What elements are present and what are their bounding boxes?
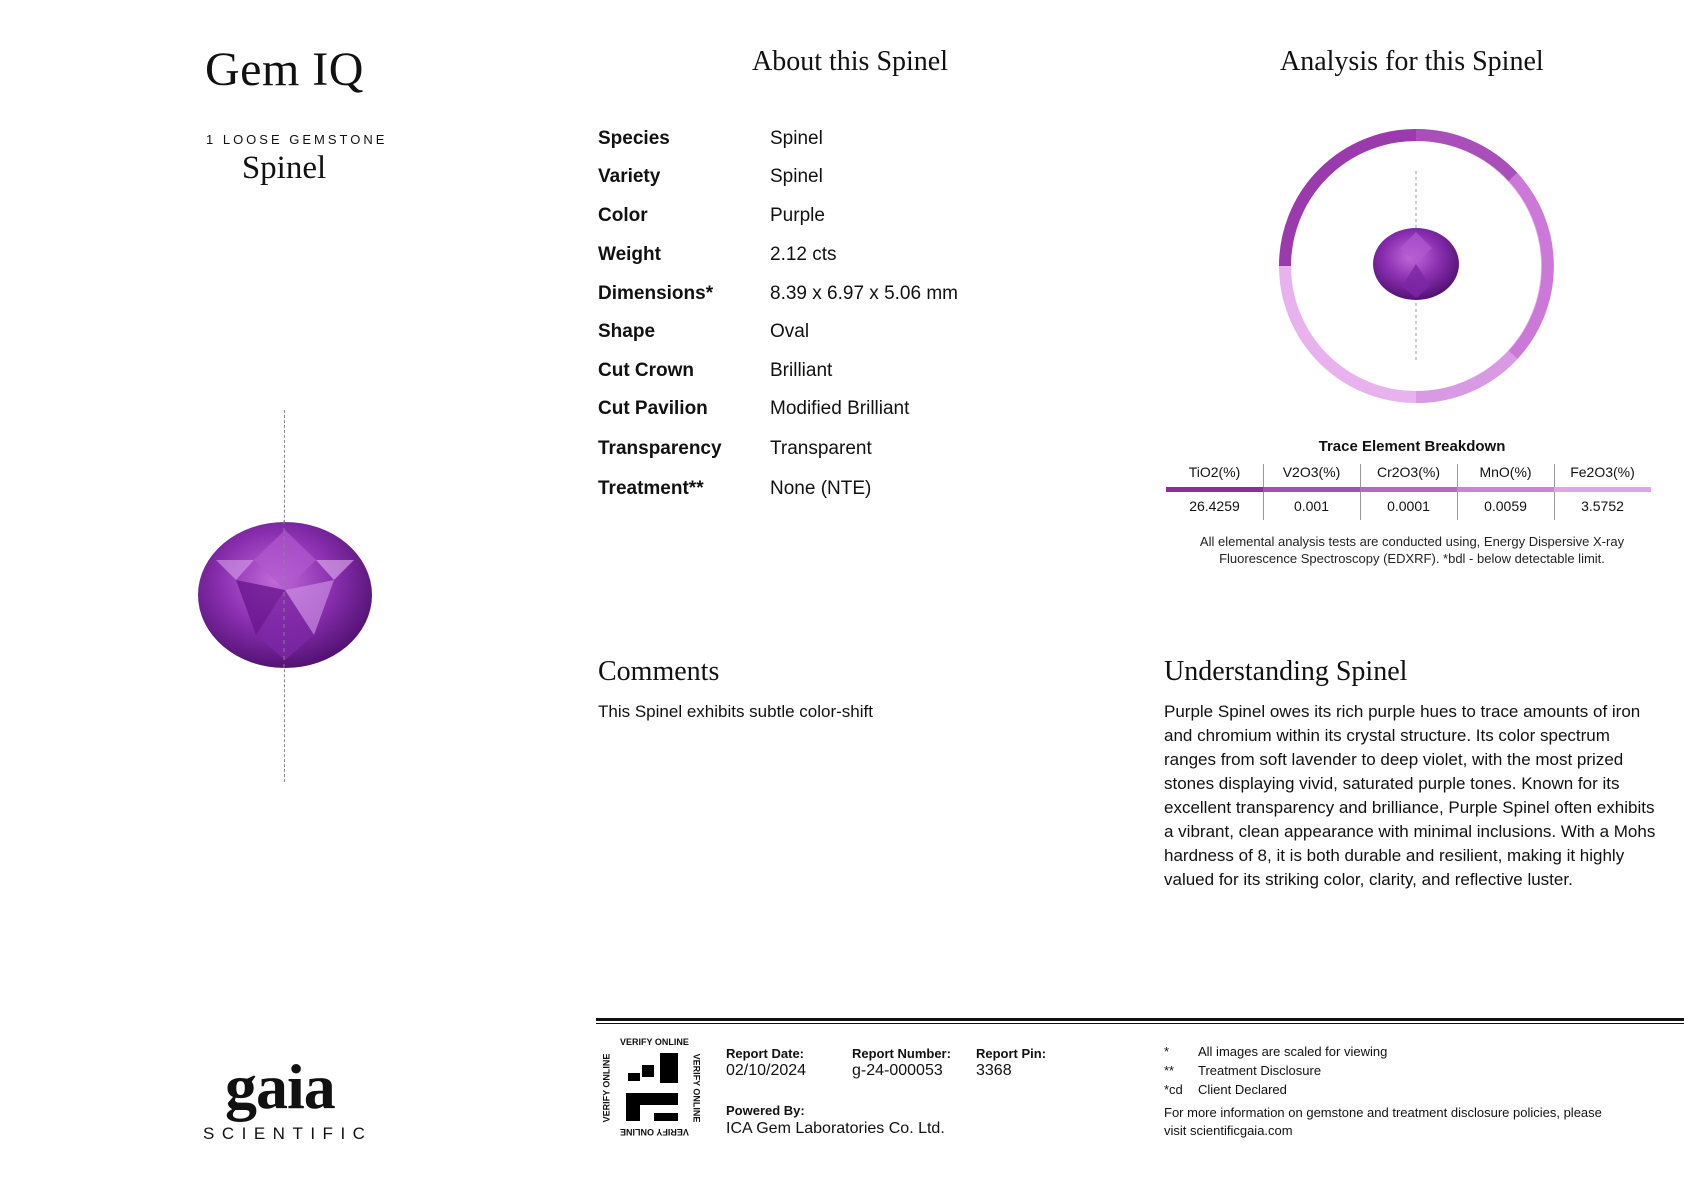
trace-value: 3.5752 <box>1581 498 1624 514</box>
trace-value: 26.4259 <box>1189 498 1240 514</box>
trace-col-cr2o3 <box>1360 460 1457 520</box>
gaia-logo-sub: SCIENTIFIC <box>203 1124 373 1143</box>
prop-label: Shape <box>598 321 656 342</box>
trace-col-tio2 <box>1166 460 1263 520</box>
prop-value: Purple <box>770 205 825 226</box>
about-title: About this Spinel <box>752 46 949 77</box>
footer-divider <box>596 1018 1684 1021</box>
analysis-title: Analysis for this Spinel <box>1280 46 1544 77</box>
brand-title: Gem IQ <box>205 43 364 96</box>
comments-title: Comments <box>598 656 720 687</box>
prop-label: Color <box>598 205 648 226</box>
prop-label: Dimensions* <box>598 283 714 304</box>
report-pin-value: 3368 <box>976 1062 1012 1079</box>
trace-header: V2O3(%) <box>1282 464 1341 480</box>
prop-value: Oval <box>770 321 810 342</box>
understanding-title: Understanding Spinel <box>1164 656 1408 687</box>
prop-label: Variety <box>598 166 661 187</box>
prop-label: Cut Crown <box>598 360 695 381</box>
gem-image <box>196 520 374 670</box>
report-pin-label: Report Pin: <box>976 1046 1047 1061</box>
trace-value: 0.0001 <box>1387 498 1430 514</box>
understanding-text: Purple Spinel owes its rich purple hues to trace amounts of iron and chromium within its crystal structure. Its color spectrum ranges from soft lavender to deep violet, with the most prized stones displaying vivid, saturated purple tones. Known for its excellent transparency and brilliance, Purple Spinel often exhibits a vibrant, clean appearance with minimal inclusions. With a Mohs hardness of 8, it is both durable and resilient, making it highly valued for its striking color, clarity, and reflective luster. <box>1164 702 1656 889</box>
prop-row-dimensions <box>598 283 1018 313</box>
trace-header: TiO2(%) <box>1188 464 1241 480</box>
trace-bar <box>1360 487 1457 492</box>
powered-by-value: ICA Gem Laboratories Co. Ltd. <box>726 1120 945 1137</box>
legend-item <box>1164 1061 1387 1080</box>
report-date-value: 02/10/2024 <box>726 1062 807 1079</box>
qr-label-bottom: VERIFY ONLINE <box>620 1127 689 1137</box>
gemstone-kicker: 1 LOOSE GEMSTONE <box>206 132 388 147</box>
footnote-legend <box>1164 1042 1387 1099</box>
verify-qr-code[interactable] <box>601 1037 702 1137</box>
report-number-label: Report Number: <box>852 1046 951 1061</box>
prop-value: Modified Brilliant <box>770 398 910 419</box>
prop-value: None (NTE) <box>770 478 872 499</box>
trace-col-fe2o3 <box>1554 460 1651 520</box>
trace-bar <box>1166 487 1263 492</box>
legend-symbol: ** <box>1164 1063 1175 1078</box>
trace-col-mno <box>1457 460 1554 520</box>
trace-bar <box>1457 487 1554 492</box>
comments-text: This Spinel exhibits subtle color-shift <box>598 702 873 721</box>
legend-text: Client Declared <box>1198 1082 1287 1097</box>
prop-row-cut-crown <box>598 360 1018 390</box>
trace-value: 0.0059 <box>1484 498 1527 514</box>
prop-label: Treatment** <box>598 478 704 499</box>
qr-label-right: VERIFY ONLINE <box>691 1053 702 1123</box>
prop-label: Transparency <box>598 438 722 459</box>
prop-value: Spinel <box>770 128 823 149</box>
trace-bar <box>1263 487 1360 492</box>
legend-symbol: * <box>1164 1044 1170 1059</box>
qr-pattern <box>624 1053 680 1125</box>
footer-divider-thin <box>596 1023 1684 1024</box>
trace-value: 0.001 <box>1293 498 1330 514</box>
prop-value: 2.12 cts <box>770 244 837 265</box>
prop-value: Spinel <box>770 166 823 187</box>
prop-label: Weight <box>598 244 661 265</box>
analysis-ring <box>1276 126 1556 406</box>
prop-value: Transparent <box>770 438 872 459</box>
more-info-text: For more information on gemstone and treatment disclosure policies, please visit scientificgaia.com <box>1164 1105 1602 1138</box>
prop-row-treatment <box>598 478 1018 508</box>
legend-symbol: *cd <box>1164 1082 1183 1097</box>
gaia-logo: gaia <box>225 1051 335 1122</box>
prop-row-cut-pavilion <box>598 398 1018 428</box>
prop-row-shape <box>598 321 1018 351</box>
legend-text: All images are scaled for viewing <box>1198 1044 1388 1059</box>
trace-header: MnO(%) <box>1479 464 1532 480</box>
legend-item <box>1164 1042 1387 1061</box>
legend-text: Treatment Disclosure <box>1198 1063 1322 1078</box>
prop-row-weight <box>598 244 1018 274</box>
prop-label: Species <box>598 128 670 149</box>
gemstone-name: Spinel <box>241 150 327 186</box>
qr-label-left: VERIFY ONLINE <box>601 1053 612 1123</box>
powered-by-label: Powered By: <box>726 1103 805 1118</box>
prop-value: 8.39 x 6.97 x 5.06 mm <box>770 283 958 304</box>
trace-header: Cr2O3(%) <box>1376 464 1440 480</box>
trace-element-title: Trace Element Breakdown <box>1318 438 1506 455</box>
trace-col-v2o3 <box>1263 460 1360 520</box>
prop-value: Brilliant <box>770 360 833 381</box>
trace-bar <box>1554 487 1651 492</box>
qr-label-top: VERIFY ONLINE <box>620 1037 689 1047</box>
trace-header: Fe2O3(%) <box>1570 464 1635 480</box>
prop-row-transparency <box>598 438 1018 468</box>
report-number-value: g-24-000053 <box>852 1062 943 1079</box>
legend-item <box>1164 1080 1387 1099</box>
prop-row-variety <box>598 166 1018 196</box>
prop-label: Cut Pavilion <box>598 398 708 419</box>
prop-row-color <box>598 205 1018 235</box>
prop-row-species <box>598 128 1018 158</box>
analysis-note: All elemental analysis tests are conducted using, Energy Dispersive X-ray Fluorescence Spectroscopy (EDXRF). *bdl - below detectable limit. <box>1199 534 1625 566</box>
report-date-label: Report Date: <box>726 1046 805 1061</box>
